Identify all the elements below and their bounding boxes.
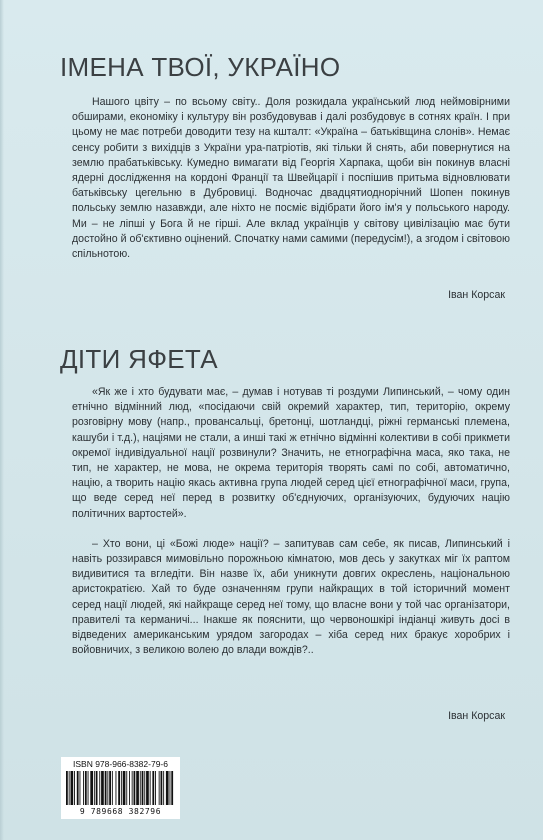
- paragraph: Нашого цвіту – по всьому світу.. Доля розкидала український люд неймовірними обширами, економіку і культуру він розбудовував і далі розбудовує в сотнях країн. І при цьому не має потреби доводити тезу на кшталт: «Україна – батьківщина слонів». Немає сенсу робити з вихідців з України ура-патріотів, які тільки й снять, аби повернутися на землю прабатьківську. Кумедно вимагати від Георгія Харпака, щоби він покинув власні ядерні дослідження на кордоні Франції та Швейцарії і поспішив притьма відновлювати батьківську цегельню в Дубровиці. Водночас двадцятиоднорічний Шопен покинув польську землю назавжди, але ніхто не посміє відібрати його ім'я у польського народу. Ми – не ліпші у Бога й не гірші. Але вклад українців у світову цивілізацію має бути достойно й об'єктивно оцінений. Спочатку нами самими (передусім!), а згодом і світовою спільнотою.: [72, 96, 510, 261]
- barcode-digits: 9 789668 382796: [79, 807, 162, 816]
- paragraph: «Як же і хто будувати має, – думав і нотував ті роздуми Липинський, – чому один етнічно відмінний люд, «посідаючи свій окремий характер, тип, територію, окрему розговірну мову (напр., провансальці, бретонці, шотландці, ріжні германські племена, кашуби і т.д.), націями не стали, а инші такі ж етнічно відмінні колективи в собі прикмети окремої індивідуальної нації розвинули? Значить, не етнографічна маса, яко така, не тип, не характер, не мова, не окрема територія творять самі по собі, автоматично, націю, а творить націю якась активна група людей серед цієї етнографічної маси, група, що веде серед неї перед в розвитку об'єднуючих, організуючих, будуючих націю політичних вартостей».: [72, 386, 510, 520]
- barcode: [61, 757, 180, 819]
- barcode-bars: [65, 771, 176, 807]
- author-signature-1: Іван Корсак: [448, 289, 505, 301]
- isbn-label: ISBN 978-966-8382-79-6: [73, 759, 168, 769]
- section-title-dity-yafeta: ДІТИ ЯФЕТА: [60, 344, 218, 374]
- section-text-imena: [72, 95, 510, 262]
- author-signature-2: Іван Корсак: [448, 710, 505, 722]
- paragraph: – Хто вони, ці «Божі люде» нації? – запитував сам себе, як писав, Липинський і навіть роззирався мимовільно порожньою кімнатою, мов десь у закутках міг їх раптом видивитися та вгледіти. Він назве їх, аби уникнути довгих окреслень, національною аристократією. Хай то буде означенням групи найкращих в той історичний момент серед нації людей, які найкраще серед неї тому, що власне вони у той час організатори, правителі та керманичі... Інакше як пояснити, що червоношкірі індіанці живуть досі в відведених американським урядом загородах – хіба серед них бракує хоробрих і войовничих, з великою волею до влади вождів?..: [72, 537, 510, 657]
- section-text-dity-yafeta: [72, 385, 510, 658]
- section-title-imena: ІМЕНА ТВОЇ, УКРАЇНО: [60, 52, 341, 82]
